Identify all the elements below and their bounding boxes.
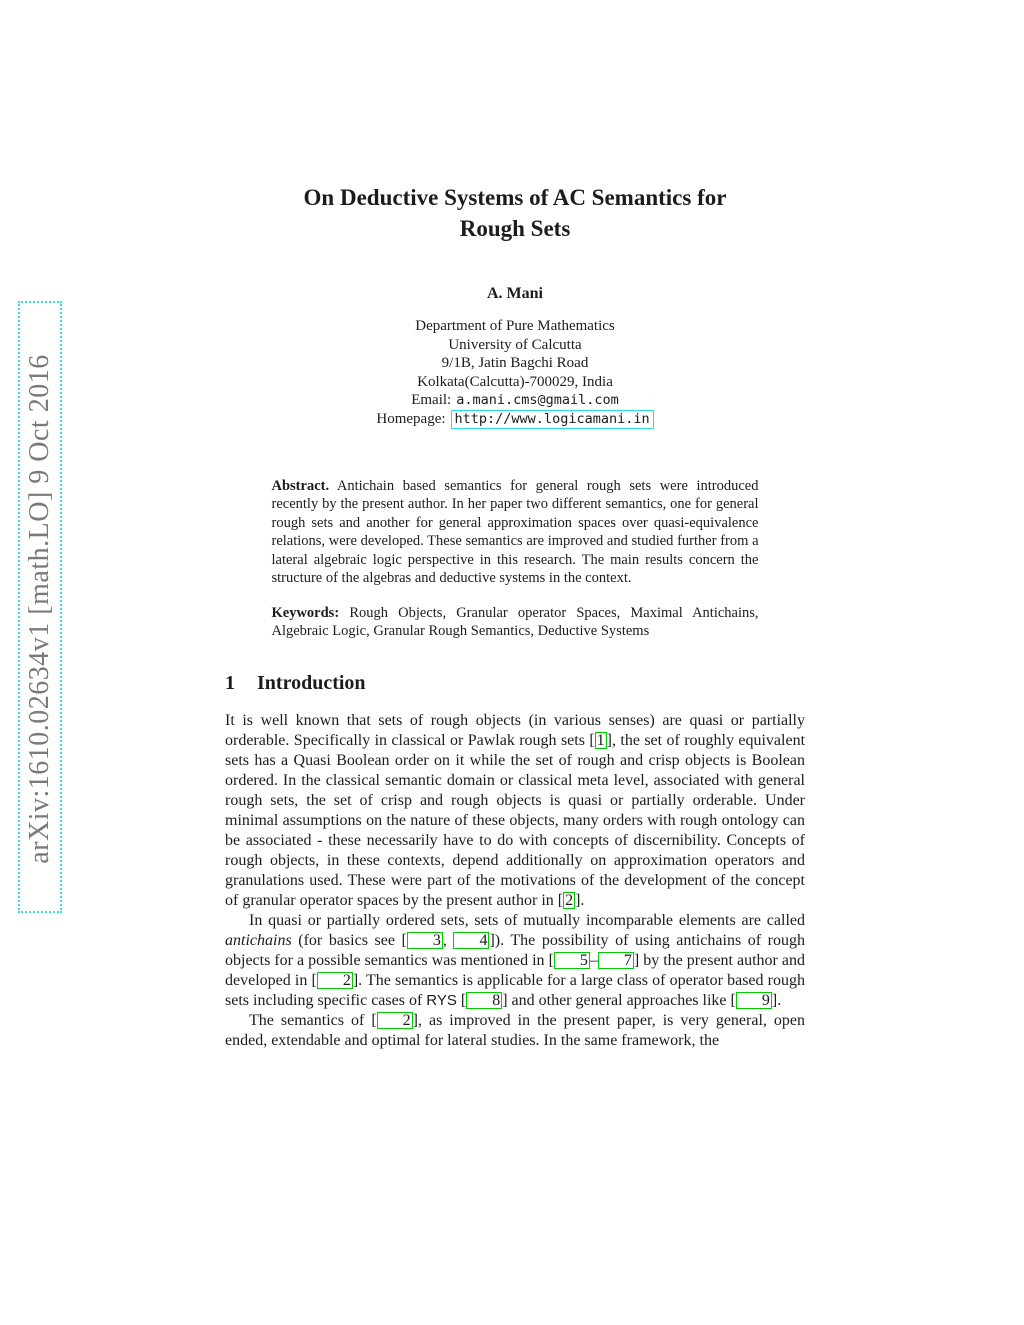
affiliation-line: University of Calcutta — [448, 336, 582, 353]
abstract-text: Antichain based semantics for general rough sets were introduced recently by the present author. In her paper two different semantics, one for general rough sets and another for general approximation spaces over quasi-equivalence relations, were developed. These semantics are improved and studied further from a lateral algebraic logic perspective in this research. The main results concern the structure of the algebras and deductive systems in the context. — [271, 477, 759, 586]
citation-number[interactable]: 2 — [565, 891, 574, 909]
citation-number[interactable]: 4 — [453, 932, 489, 949]
citation-number[interactable]: 1 — [596, 731, 605, 749]
affiliation-line: Department of Pure Mathematics — [415, 318, 615, 334]
citation-link[interactable]: [ 2 ] — [311, 971, 359, 989]
paper-title — [225, 182, 805, 244]
citation-link[interactable]: [ 9 ] — [730, 991, 778, 1009]
arxiv-stamp — [18, 301, 62, 913]
abstract-label: Abstract. — [271, 477, 330, 494]
section-heading-introduction — [225, 671, 805, 695]
citation-number[interactable]: 2 — [317, 972, 353, 989]
affiliation-line: 9/1B, Jatin Bagchi Road — [441, 355, 589, 371]
citation-link[interactable]: [ 1 ] — [589, 731, 612, 749]
emphasized-term: antichains — [225, 931, 292, 949]
citation-link[interactable]: [ 2 ] — [371, 1011, 418, 1029]
citation-number[interactable]: 5 — [554, 952, 590, 969]
citation-link[interactable]: [ 5 – 7 ] — [548, 951, 640, 969]
paragraph: It is well known that sets of rough objects (in various senses) are quasi or partially orderable. Specifically in classical or Pawlak rough sets [ 1 ], the set of roughly equivalent sets has a Quasi Boolean order on it while the set of rough and crisp objects is Boolean ordered. In the classical semantic domain or classical meta level, associated with general rough sets, the set of crisp and rough objects is quasi or partially orderable. Under minimal assumptions on the nature of these objects, many orders with rough ontology can be associated - these necessarily have to do with concepts of discernibility. Concepts of rough objects, in these contexts, depend additionally on approximation operators and granulations used. These were part of the motivations of the development of the concept of granular operator spaces by the present author in [ 2 ]. — [225, 711, 806, 909]
section-number: 1 — [225, 671, 235, 694]
introduction-body — [225, 711, 805, 1051]
author-name: A. Mani — [487, 285, 543, 302]
affiliation-line: Kolkata(Calcutta)-700029, India — [417, 373, 613, 390]
citation-number[interactable]: 9 — [736, 992, 772, 1009]
citation-link[interactable]: [ 2 ] — [557, 891, 581, 909]
sans-serif-term: RYS — [426, 991, 457, 1009]
citation-link[interactable]: [ 8 ] — [460, 991, 508, 1009]
homepage-label: Homepage: — [376, 410, 446, 427]
citation-number[interactable]: 3 — [407, 932, 443, 949]
email-line — [225, 391, 805, 410]
homepage-link[interactable]: http://www.logicamani.in — [451, 410, 654, 429]
affiliation-block — [225, 317, 805, 429]
email-address: a.mani.cms@gmail.com — [456, 392, 619, 408]
section-title: Introduction — [257, 671, 366, 694]
paper-title-line1: On Deductive Systems of AC Semantics for — [303, 185, 727, 210]
keywords — [272, 604, 759, 641]
email-label: Email: — [411, 392, 452, 408]
paper-content — [225, 0, 805, 1051]
keywords-text: Rough Objects, Granular operator Spaces, Maximal Antichains, Algebraic Logic, Granular Rough Semantics, Deductive Systems — [271, 604, 759, 639]
arxiv-stamp-text: arXiv:1610.02634v1 [math.LO] 9 Oct 2016 — [24, 354, 55, 864]
citation-number[interactable]: 8 — [466, 992, 502, 1009]
keywords-label: Keywords: — [271, 604, 340, 621]
paragraph: In quasi or partially ordered sets, sets of mutually incomparable elements are called antichains (for basics see [ 3 , 4 ]). The possibility of using antichains of rough objects for a possible semantics was mentioned in [ 5 – 7 ] by the present author and developed in [ 2 ]. The semantics is applicable for a large class of operator based rough sets including specific cases of RYS [ 8 ] and other general approaches like [ 9 ]. — [225, 911, 805, 1009]
citation-number[interactable]: 7 — [598, 952, 634, 969]
paragraph: The semantics of [ 2 ], as improved in the present paper, is very general, open ended, extendable and optimal for lateral studies. In the same framework, the — [225, 1011, 806, 1049]
homepage-line — [225, 410, 805, 429]
citation-number[interactable]: 2 — [377, 1012, 413, 1029]
abstract — [272, 477, 759, 588]
paper-title-line2: Rough Sets — [459, 216, 571, 241]
citation-link[interactable]: [ 3 , 4 ] — [401, 931, 495, 949]
